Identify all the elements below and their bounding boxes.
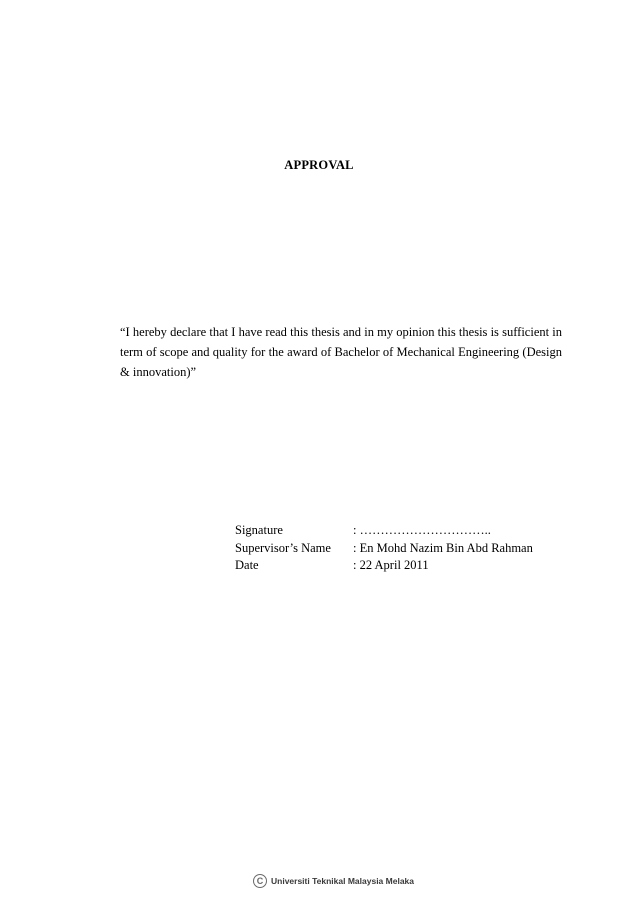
supervisor-name-label: Supervisor’s Name [235,540,331,555]
declaration-paragraph: “I hereby declare that I have read this thesis and in my opinion this thesis is sufficient in term of scope and quality for the award of Bachelor of Mechanical Engineering (Design & innovation)” [120,325,562,379]
copyright-icon: C [253,874,267,888]
date-label: Date [235,558,259,572]
university-watermark [253,874,414,888]
page-title: APPROVAL [284,158,354,172]
signature-value: : ………………………….. [353,523,491,537]
signature-label: Signature [235,523,283,537]
supervisor-name-row [235,540,533,558]
date-value: : 22 April 2011 [353,558,429,572]
signature-row [235,522,533,540]
signature-block [235,522,533,575]
university-name: Universiti Teknikal Malaysia Melaka [271,876,414,886]
supervisor-name-value: : En Mohd Nazim Bin Abd Rahman [353,540,533,555]
date-row [235,557,533,575]
